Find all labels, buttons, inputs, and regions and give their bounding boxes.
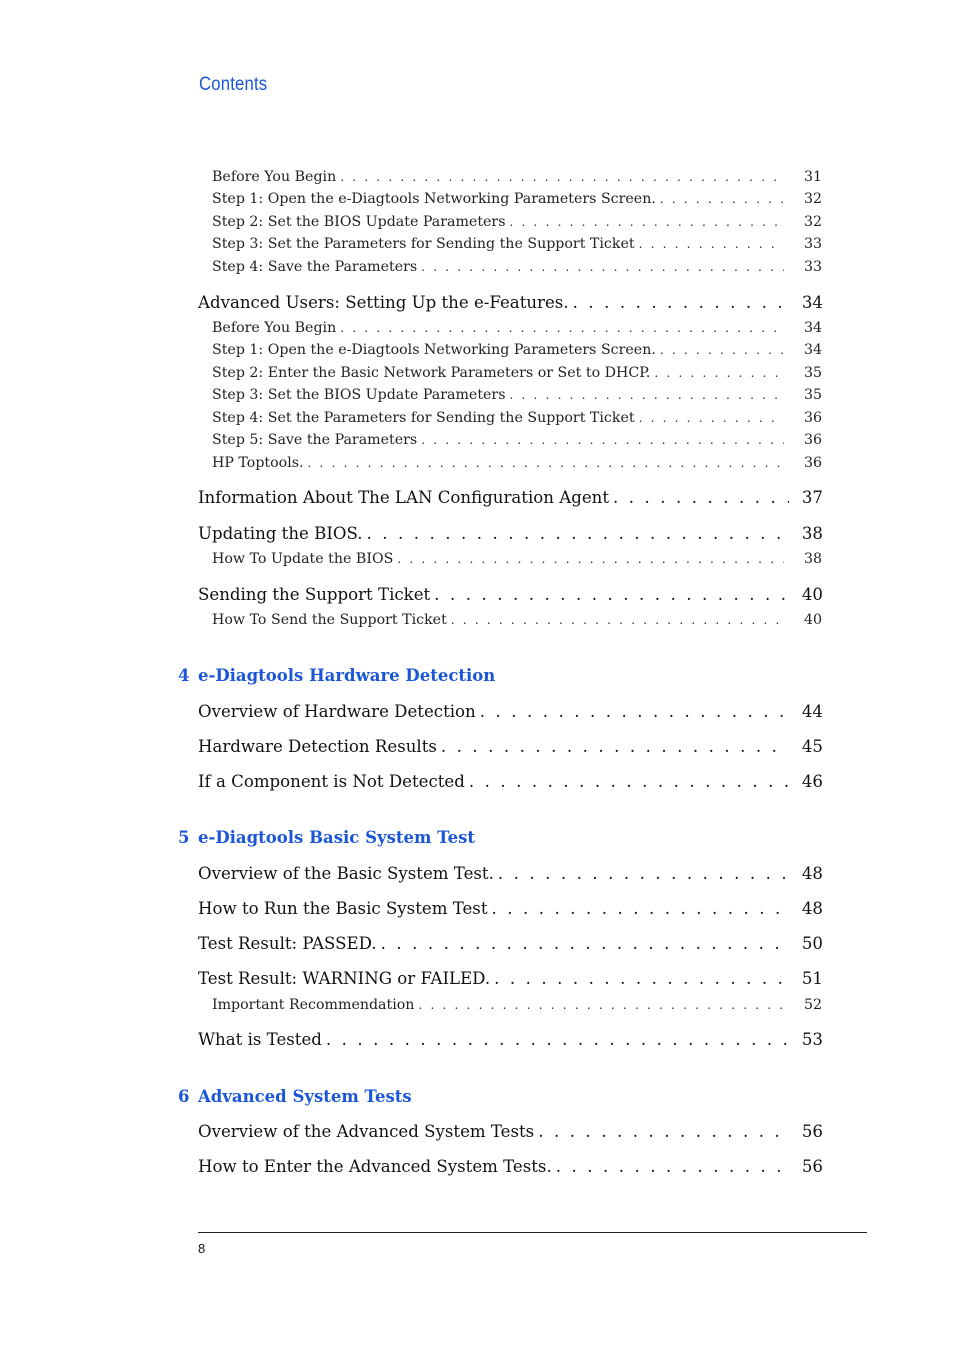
- toc-section-entry[interactable]: [198, 293, 823, 312]
- toc-entry-page: 34: [803, 342, 822, 358]
- toc-entry-label: Step 4: Save the Parameters: [212, 259, 418, 275]
- toc-entry-page: 38: [803, 551, 822, 567]
- dot-leader: [480, 702, 789, 721]
- toc-entry-label: How to Run the Basic System Test: [198, 899, 488, 918]
- toc-entry-label: Step 1: Open the e-Diagtools Networking Parameters Screen.: [212, 191, 656, 207]
- dot-leader: [613, 488, 789, 507]
- toc-entry-label: How To Update the BIOS: [212, 551, 394, 567]
- dot-leader: [421, 260, 784, 274]
- chapter-title: e-Diagtools Basic System Test: [198, 828, 475, 847]
- dot-leader: [340, 170, 784, 184]
- toc-entry-label: Step 3: Set the Parameters for Sending the Support Ticket: [212, 236, 635, 252]
- toc-entry-page: 46: [801, 772, 823, 791]
- toc-entry-label: Test Result: WARNING or FAILED.: [198, 969, 491, 988]
- toc-entry-page: 32: [803, 191, 822, 207]
- toc-entry[interactable]: [212, 455, 822, 471]
- chapter-number: 5: [178, 828, 190, 847]
- toc-section-entry[interactable]: [198, 1157, 823, 1176]
- toc-entry-page: 56: [801, 1122, 823, 1141]
- toc-entry-label: What is Tested: [198, 1030, 322, 1049]
- toc-entry-label: Step 3: Set the BIOS Update Parameters: [212, 387, 506, 403]
- toc-entry-page: 48: [801, 864, 823, 883]
- dot-leader: [498, 864, 789, 883]
- toc-section-entry[interactable]: [198, 702, 823, 721]
- toc-entry-label: Step 2: Enter the Basic Network Parameters or Set to DHCP.: [212, 365, 651, 381]
- dot-leader: [441, 737, 789, 756]
- chapter-heading[interactable]: [178, 828, 475, 847]
- dot-leader: [494, 969, 789, 988]
- dot-leader: [421, 433, 784, 447]
- toc-entry-page: 35: [803, 365, 822, 381]
- toc-entry-page: 36: [803, 410, 822, 426]
- chapter-number: 4: [178, 666, 190, 685]
- toc-entry[interactable]: [212, 612, 822, 628]
- toc-entry[interactable]: [212, 191, 822, 207]
- chapter-title: e-Diagtools Hardware Detection: [198, 666, 496, 685]
- dot-leader: [573, 293, 789, 312]
- toc-entry-label: How To Send the Support Ticket: [212, 612, 447, 628]
- toc-entry[interactable]: [212, 214, 822, 230]
- toc-entry-page: 38: [801, 524, 823, 543]
- toc-entry[interactable]: [212, 365, 822, 381]
- dot-leader: [491, 899, 789, 918]
- toc-section-entry[interactable]: [198, 934, 823, 953]
- toc-entry-label: Test Result: PASSED.: [198, 934, 377, 953]
- toc-entry-label: Overview of the Advanced System Tests: [198, 1122, 535, 1141]
- toc-entry[interactable]: [212, 410, 822, 426]
- toc-section-entry[interactable]: [198, 737, 823, 756]
- toc-section-entry[interactable]: [198, 585, 823, 604]
- toc-entry-page: 52: [803, 997, 822, 1013]
- toc-entry-page: 33: [803, 259, 822, 275]
- dot-leader: [451, 613, 784, 627]
- toc-section-entry[interactable]: [198, 524, 823, 543]
- toc-entry-label: Updating the BIOS.: [198, 524, 363, 543]
- toc-entry-label: Overview of Hardware Detection: [198, 702, 476, 721]
- toc-entry[interactable]: [212, 432, 822, 448]
- toc-section-entry[interactable]: [198, 969, 823, 988]
- dot-leader: [397, 552, 784, 566]
- toc-entry-label: Before You Begin: [212, 320, 337, 336]
- toc-entry-label: How to Enter the Advanced System Tests.: [198, 1157, 552, 1176]
- toc-entry-label: Advanced Users: Setting Up the e-Features.: [198, 293, 569, 312]
- toc-entry-page: 32: [803, 214, 822, 230]
- toc-entry[interactable]: [212, 169, 822, 185]
- toc-entry-page: 36: [803, 432, 822, 448]
- dot-leader: [510, 215, 785, 229]
- dot-leader: [367, 524, 789, 543]
- toc-section-entry[interactable]: [198, 488, 823, 507]
- toc-entry[interactable]: [212, 259, 822, 275]
- toc-section-entry[interactable]: [198, 899, 823, 918]
- toc-entry[interactable]: [212, 551, 822, 567]
- toc-entry-page: 48: [801, 899, 823, 918]
- chapter-heading[interactable]: [178, 1087, 412, 1106]
- toc-entry-page: 31: [803, 169, 822, 185]
- toc-entry-page: 34: [801, 293, 823, 312]
- dot-leader: [538, 1122, 789, 1141]
- toc-entry-page: 37: [801, 488, 823, 507]
- toc-entry-page: 40: [801, 585, 823, 604]
- toc-entry-page: 50: [801, 934, 823, 953]
- toc-entry-label: Important Recommendation: [212, 997, 415, 1013]
- toc-entry-label: If a Component is Not Detected: [198, 772, 465, 791]
- toc-entry-label: Before You Begin: [212, 169, 337, 185]
- toc-section-entry[interactable]: [198, 1122, 823, 1141]
- toc-entry-page: 33: [803, 236, 822, 252]
- toc-entry-page: 34: [803, 320, 822, 336]
- dot-leader: [510, 388, 785, 402]
- toc-section-entry[interactable]: [198, 864, 823, 883]
- toc-entry-label: Step 5: Save the Parameters: [212, 432, 418, 448]
- toc-entry-page: 35: [803, 387, 822, 403]
- chapter-number: 6: [178, 1087, 190, 1106]
- toc-entry-page: 44: [801, 702, 823, 721]
- toc-entry-label: Step 2: Set the BIOS Update Parameters: [212, 214, 506, 230]
- dot-leader: [340, 321, 784, 335]
- chapter-heading[interactable]: [178, 666, 495, 685]
- dot-leader: [469, 772, 789, 791]
- toc-entry[interactable]: [212, 997, 822, 1013]
- toc-entry-label: Information About The LAN Configuration Agent: [198, 488, 610, 507]
- toc-section-entry[interactable]: [198, 1030, 823, 1049]
- dot-leader: [381, 934, 789, 953]
- toc-section-entry[interactable]: [198, 772, 823, 791]
- chapter-title: Advanced System Tests: [198, 1087, 412, 1106]
- dot-leader: [556, 1157, 789, 1176]
- toc-entry[interactable]: [212, 387, 822, 403]
- toc-entry-label: Step 1: Open the e-Diagtools Networking Parameters Screen.: [212, 342, 656, 358]
- toc-entry-label: Overview of the Basic System Test.: [198, 864, 494, 883]
- dot-leader: [654, 366, 784, 380]
- toc-entry-label: Step 4: Set the Parameters for Sending the Support Ticket: [212, 410, 635, 426]
- dot-leader: [639, 411, 784, 425]
- toc-entry[interactable]: [212, 320, 822, 336]
- toc-entry-page: 51: [801, 969, 823, 988]
- toc-entry-label: Hardware Detection Results: [198, 737, 437, 756]
- dot-leader: [660, 343, 784, 357]
- toc-entry-page: 56: [801, 1157, 823, 1176]
- toc-entry-label: HP Toptools.: [212, 455, 304, 471]
- toc-entry-page: 45: [801, 737, 823, 756]
- page-number: 8: [198, 1241, 206, 1256]
- toc-entry-page: 40: [803, 612, 822, 628]
- footer-rule: [198, 1232, 867, 1233]
- toc-entry-page: 53: [801, 1030, 823, 1049]
- dot-leader: [639, 237, 784, 251]
- toc-entry[interactable]: [212, 236, 822, 252]
- toc-entry[interactable]: [212, 342, 822, 358]
- dot-leader: [434, 585, 789, 604]
- dot-leader: [418, 998, 784, 1012]
- toc-entry-label: Sending the Support Ticket: [198, 585, 431, 604]
- dot-leader: [326, 1030, 789, 1049]
- dot-leader: [308, 456, 784, 470]
- page-header-title: Contents: [199, 74, 268, 95]
- dot-leader: [660, 192, 784, 206]
- toc-entry-page: 36: [803, 455, 822, 471]
